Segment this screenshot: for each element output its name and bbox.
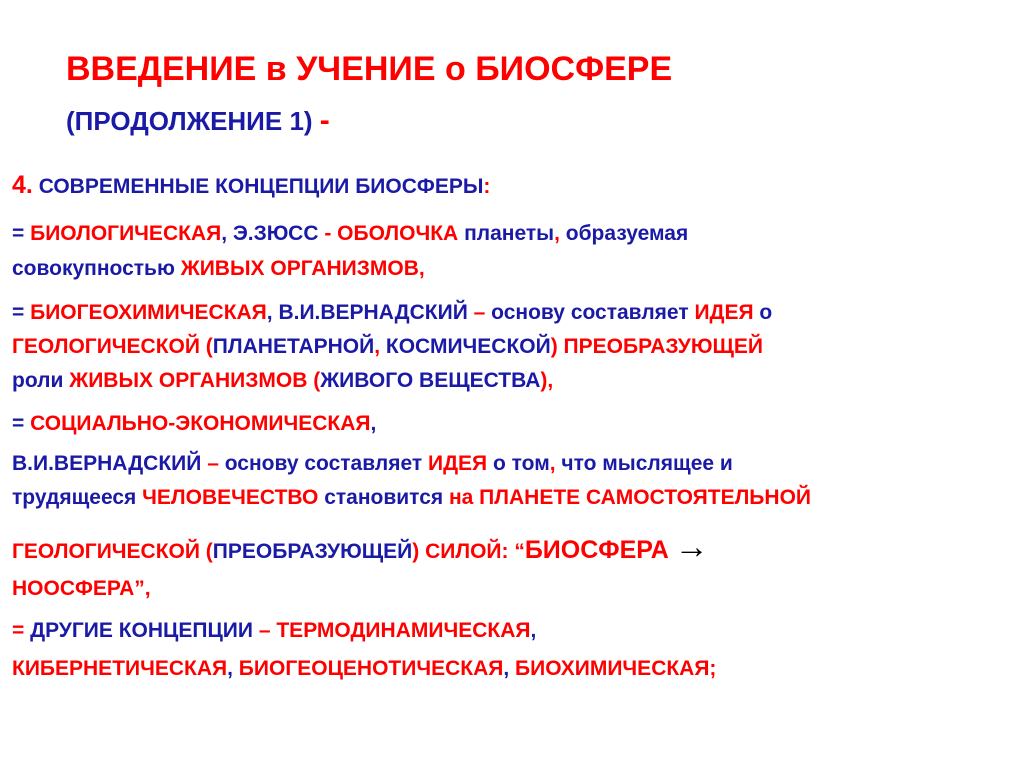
concept-biological-line-2 [12, 256, 425, 282]
concept-socioeconomic-line-2 [12, 451, 733, 477]
dash: - [318, 222, 338, 245]
concept-other-line-2 [12, 656, 716, 682]
concept-biogeochemical-line-2 [12, 334, 763, 360]
dash: – [467, 301, 492, 324]
section-colon: : [483, 175, 491, 198]
text: на ПЛАНЕТЕ САМОСТОЯТЕЛЬНОЙ [448, 486, 811, 509]
text: КИБЕРНЕТИЧЕСКАЯ [12, 657, 228, 680]
comma: , [554, 222, 560, 245]
text: ГЕОЛОГИЧЕСКОЙ ( [12, 540, 213, 563]
idea: ИДЕЯ [427, 452, 488, 475]
slide-subtitle [66, 104, 330, 138]
text: БИОСФЕРА [524, 536, 669, 564]
dash: – [253, 619, 277, 642]
section-number: 4. [12, 171, 33, 199]
text: ) СИЛОЙ: “ [412, 540, 525, 563]
text: становится [318, 486, 449, 509]
subtitle-dash: - [319, 104, 330, 137]
eq-mark: = [12, 412, 31, 435]
term: ЖИВЫХ ОРГАНИЗМОВ, [180, 257, 425, 280]
concept-name: БИОГЕОХИМИЧЕСКАЯ [30, 301, 267, 324]
eq-mark: = [12, 619, 31, 642]
author: Э.ЗЮСС [232, 222, 319, 245]
text: ДРУГИЕ КОНЦЕПЦИИ [30, 619, 253, 642]
idea: ИДЕЯ [694, 301, 754, 324]
concept-socioeconomic-line-4 [12, 528, 709, 566]
comma: , [221, 222, 233, 245]
concept-biological-line-1 [12, 221, 688, 247]
text: о [753, 301, 773, 324]
section-heading-text: СОВРЕМЕННЫЕ КОНЦЕПЦИИ БИОСФЕРЫ [38, 175, 484, 198]
concept-socioeconomic-line-5 [12, 576, 151, 602]
comma: , [503, 657, 516, 680]
eq-mark: = [12, 222, 31, 245]
term: ОБОЛОЧКА [337, 222, 459, 245]
comma: , [549, 452, 556, 475]
text: ТЕРМОДИНАМИЧЕСКАЯ [276, 619, 531, 642]
concept-name: СОЦИАЛЬНО-ЭКОНОМИЧЕСКАЯ [30, 412, 371, 435]
eq-mark: = [12, 301, 31, 324]
dash: – [201, 452, 225, 475]
text: планеты [458, 222, 555, 245]
text: основу составляет [224, 452, 428, 475]
text: , [374, 335, 386, 358]
text: роли [12, 369, 70, 392]
concept-biogeochemical-line-1 [12, 300, 772, 326]
text: ПРЕОБРАЗУЮЩЕЙ [212, 540, 413, 563]
text: трудящееся [12, 486, 143, 509]
text: ГЕОЛОГИЧЕСКОЙ ( [12, 335, 213, 358]
text: ) ПРЕОБРАЗУЮЩЕЙ [550, 335, 763, 358]
comma: , [266, 301, 279, 324]
text: основу составляет [491, 301, 695, 324]
comma: , [530, 619, 537, 642]
concept-biogeochemical-line-3 [12, 368, 553, 394]
text: НООСФЕРА”, [12, 577, 151, 600]
concept-name: БИОЛОГИЧЕСКАЯ [30, 222, 222, 245]
section-heading [12, 172, 490, 200]
subtitle-text: (ПРОДОЛЖЕНИЕ 1) [66, 106, 313, 136]
text: ПЛАНЕТАРНОЙ [212, 335, 375, 358]
text: ЧЕЛОВЕЧЕСТВО [142, 486, 319, 509]
text: образуемая [559, 222, 689, 245]
text: ), [540, 369, 554, 392]
text: что мыслящее и [555, 452, 733, 475]
text: ЖИВЫХ ОРГАНИЗМОВ ( [69, 369, 321, 392]
text: БИОГЕОЦЕНОТИЧЕСКАЯ [238, 657, 504, 680]
text: о том [487, 452, 550, 475]
slide-title: ВВЕДЕНИЕ в УЧЕНИЕ о БИОСФЕРЕ [66, 50, 673, 88]
text: ЖИВОГО ВЕЩЕСТВА [320, 369, 541, 392]
text: КОСМИЧЕСКОЙ [385, 335, 551, 358]
arrow-right-icon: → [674, 528, 709, 566]
comma: , [370, 412, 377, 435]
author: В.И.ВЕРНАДСКИЙ [12, 452, 202, 475]
concept-socioeconomic-line-1 [12, 411, 376, 437]
concept-socioeconomic-line-3 [12, 485, 811, 511]
text: БИОХИМИЧЕСКАЯ; [515, 657, 717, 680]
comma: , [227, 657, 239, 680]
text: совокупностью [12, 257, 181, 280]
concept-other-line-1 [12, 618, 536, 644]
author: В.И.ВЕРНАДСКИЙ [278, 301, 468, 324]
